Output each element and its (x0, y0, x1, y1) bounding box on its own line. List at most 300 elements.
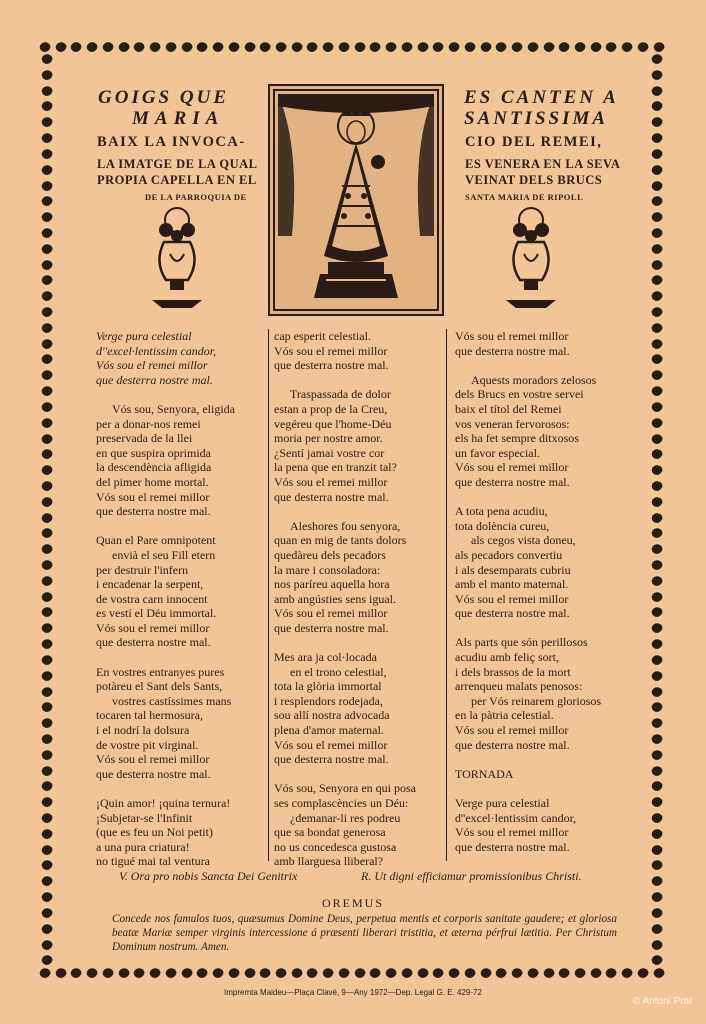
verse-line: Vós sou el remei millor (455, 723, 569, 738)
verse-line: que desterra nostre mal. (96, 504, 211, 519)
title-line-3-right: CIO DEL REMEI, (465, 134, 603, 150)
border-ornament (40, 416, 54, 430)
border-ornament (650, 764, 664, 778)
border-ornament (40, 463, 54, 477)
border-ornament (650, 748, 664, 762)
title-line-6-left: DE LA PARROQUIA DE (145, 192, 247, 202)
verse-line: ¡Subjetar-se l'Infinit (96, 810, 193, 825)
border-ornament (321, 966, 335, 980)
verse-line: que desterra nostre mal. (455, 606, 570, 621)
border-ornament (650, 843, 664, 857)
border-ornament (164, 40, 178, 54)
border-ornament (211, 966, 225, 980)
border-ornament (650, 242, 664, 256)
verse-line: Vós sou el remei millor (96, 752, 210, 767)
verse-line: envià el seu Fill etern (112, 547, 216, 562)
verse-line: que desterra nostre mal. (96, 372, 213, 387)
border-ornament (337, 966, 351, 980)
border-ornament (650, 194, 664, 208)
verse-line (455, 490, 601, 505)
border-ornament (650, 147, 664, 161)
border-ornament (40, 858, 54, 872)
border-ornament (180, 966, 194, 980)
verse-line: quedàreu dels pecadors (274, 547, 386, 562)
border-ornament (636, 40, 650, 54)
photo-credit: © Antoni Prat (632, 996, 692, 1007)
title-line-3-left: BAIX LA INVOCA- (97, 134, 246, 150)
border-ornament (431, 40, 445, 54)
verse-line: amb angústies sens igual. (274, 591, 396, 606)
border-ornament (40, 827, 54, 841)
border-ornament (650, 463, 664, 477)
verse-line: En vostres entranyes pures (96, 664, 225, 679)
verse-line: que desterra nostre mal. (455, 737, 570, 752)
border-ornament (85, 40, 99, 54)
verse-line: als pecadors convertiu (455, 547, 563, 562)
border-ornament (463, 966, 477, 980)
border-ornament (650, 795, 664, 809)
border-ornament (40, 400, 54, 414)
border-ornament (40, 748, 54, 762)
border-ornament (650, 115, 664, 129)
border-ornament (650, 52, 664, 66)
verse-line: tocaren tal hermosura, (96, 708, 203, 723)
border-ornament (368, 40, 382, 54)
border-ornament (650, 179, 664, 193)
verse-column-2 (274, 329, 416, 869)
title-line-2-right: SANTISSIMA (464, 108, 609, 129)
border-ornament (180, 40, 194, 54)
border-ornament (650, 384, 664, 398)
border-ornament (227, 40, 241, 54)
border-ornament (650, 542, 664, 556)
border-ornament (40, 542, 54, 556)
border-ornament (636, 966, 650, 980)
border-ornament (40, 273, 54, 287)
border-ornament (650, 511, 664, 525)
border-ornament (650, 479, 664, 493)
verse-line: que sa bondat generosa (274, 825, 386, 840)
verse-line: vostres castíssimes mans (112, 693, 232, 708)
verse-line: quan en mig de tants dolors (274, 533, 407, 548)
border-ornament (650, 590, 664, 604)
border-ornament (650, 273, 664, 287)
verse-line: Vós sou el remei millor (274, 606, 388, 621)
verse-line: Aquests moradors zelosos (471, 372, 597, 387)
verse-line: Vós sou el remei millor (455, 329, 569, 343)
border-ornament (526, 40, 540, 54)
border-ornament (40, 795, 54, 809)
border-ornament (650, 163, 664, 177)
border-ornament (353, 40, 367, 54)
border-ornament (604, 40, 618, 54)
title-line-4-right: ES VENERA EN LA SEVA (465, 157, 621, 171)
verse-line: per Vós reinarem gloriosos (471, 693, 602, 708)
border-ornament (54, 966, 68, 980)
border-ornament (40, 495, 54, 509)
border-ornament (306, 966, 320, 980)
border-ornament (652, 966, 666, 980)
verse-line (96, 519, 235, 534)
border-ornament (620, 966, 634, 980)
verse-line: arrenqueu malats penosos: (455, 679, 583, 694)
border-ornament (650, 779, 664, 793)
title-line-5-left: PROPIA CAPELLA EN EL (97, 173, 257, 187)
border-ornament (431, 966, 445, 980)
border-ornament (40, 605, 54, 619)
border-ornament (274, 40, 288, 54)
border-ornament (40, 115, 54, 129)
border-ornament (164, 966, 178, 980)
verse-line: Als parts que són perillosos (455, 635, 588, 650)
border-ornament (650, 669, 664, 683)
verse-line: i encadenar la serpent, (96, 577, 204, 592)
border-ornament (40, 811, 54, 825)
title-line-1-left: GOIGS QUE (98, 87, 229, 108)
verse-line: ¿demanar-li res podreu (290, 810, 401, 825)
border-ornament (243, 40, 257, 54)
border-ornament (40, 779, 54, 793)
border-ornament (353, 966, 367, 980)
border-ornament (650, 874, 664, 888)
border-ornament (650, 447, 664, 461)
border-ornament (650, 400, 664, 414)
border-ornament (384, 966, 398, 980)
verse-line: d''excel·lentissim candor, (455, 810, 577, 825)
border-ornament (650, 938, 664, 952)
verse-line: no tigué mai tal ventura (96, 854, 210, 869)
border-ornament (650, 637, 664, 651)
verse-line: baix el títol del Remei (455, 401, 562, 416)
verse-line: ¡Quin amor! ¡quina ternura! (96, 796, 231, 810)
verse-line: nos paríreu aquella hora (274, 577, 390, 592)
verse-line: A tota pena acudiu, (455, 504, 548, 519)
border-ornament (117, 40, 131, 54)
verse-line: Vós sou, Senyora, eligida (112, 401, 235, 416)
oremus-heading: OREMUS (321, 896, 384, 910)
border-ornament (40, 305, 54, 319)
verse-line: tota la glòria immortal (274, 679, 382, 694)
versicle: V. Ora pro nobis Sancta Dei Genitrix (119, 869, 298, 883)
border-ornament (40, 479, 54, 493)
verse-line: acudiu amb feliç sort, (455, 650, 559, 665)
border-ornament (494, 40, 508, 54)
verse-line: es vestí el Déu immortal. (96, 606, 217, 621)
verse-line: un favor especial. (455, 445, 540, 460)
verse-line: i el nodrí la dolsura (96, 723, 190, 738)
verse-line: Vós sou el remei millor (96, 620, 210, 635)
verse-line: Mes ara ja col·locada (274, 650, 377, 665)
border-ornament (40, 337, 54, 351)
verse-line (455, 358, 601, 373)
verse-line: amb llarguesa lliberal? (274, 854, 384, 869)
verse-line: que desterra nostre mal. (455, 839, 570, 854)
verse-line: Aleshores fou senyora, (290, 518, 401, 533)
verse-column-1 (96, 329, 235, 869)
verse-line: que desterra nostre mal. (96, 766, 211, 781)
border-ornament (227, 966, 241, 980)
verse-line: que desterra nostre mal. (455, 343, 570, 358)
border-ornament (650, 811, 664, 825)
border-ornament (589, 966, 603, 980)
verse-line: potàreu el Sant dels Sants, (96, 679, 223, 694)
border-ornament (40, 669, 54, 683)
border-ornament (40, 352, 54, 366)
border-ornament (510, 40, 524, 54)
verse-line: que desterra nostre mal. (96, 635, 211, 650)
verse-line: i als desemparats cubriu (455, 562, 571, 577)
title-line-2-left: MARIA (132, 108, 225, 129)
verse-line: del pimer home mortal. (96, 474, 209, 489)
border-ornament (40, 653, 54, 667)
verse-line (96, 781, 235, 796)
border-ornament (650, 558, 664, 572)
verse-line: Vós sou, Senyora en qui posa (274, 781, 416, 796)
border-ornament (40, 84, 54, 98)
verse-line (455, 781, 601, 796)
border-ornament (70, 966, 84, 980)
verse-line: Vós sou el remei millor (274, 474, 388, 489)
border-ornament (40, 953, 54, 967)
border-ornament (148, 40, 162, 54)
border-ornament (290, 40, 304, 54)
border-ornament (479, 966, 493, 980)
verse-line: la descendència afligida (96, 460, 212, 475)
verse-line: la mare i consoladora: (274, 562, 381, 577)
verse-line: sou allí nostra advocada (274, 708, 390, 723)
verse-line: que desterra nostre mal. (274, 358, 389, 373)
border-ornament (40, 685, 54, 699)
border-ornament (650, 131, 664, 145)
verse-line (274, 767, 416, 782)
border-ornament (400, 966, 414, 980)
verse-line: que desterra nostre mal. (455, 474, 570, 489)
column-divider-1 (268, 329, 269, 861)
border-ornament (306, 40, 320, 54)
border-ornament (101, 40, 115, 54)
verse-line: per a donar-nos remei (96, 416, 201, 431)
border-ornament (258, 966, 272, 980)
border-ornament (290, 966, 304, 980)
verse-line: Vós sou el remei millor (274, 737, 388, 752)
border-ornament (40, 526, 54, 540)
border-ornament (40, 621, 54, 635)
flower-vase-left-image (146, 206, 208, 317)
verse-line: vos veneran fervorosos: (455, 416, 570, 431)
border-ornament (40, 874, 54, 888)
verse-line: ¿Sentí jamai vostre cor (274, 445, 385, 460)
border-ornament (400, 40, 414, 54)
border-ornament (368, 966, 382, 980)
border-ornament (38, 966, 52, 980)
border-ornament (650, 653, 664, 667)
verse-line: (que es feu un Noi petit) (96, 825, 213, 840)
border-ornament (40, 289, 54, 303)
border-ornament (40, 574, 54, 588)
border-ornament (650, 99, 664, 113)
verse-line (274, 373, 416, 388)
border-ornament (40, 68, 54, 82)
border-ornament (337, 40, 351, 54)
border-ornament (40, 163, 54, 177)
border-ornament (416, 40, 430, 54)
title-line-1-right: ES CANTEN A (464, 87, 619, 108)
border-ornament (650, 700, 664, 714)
verse-line: que desterra nostre mal. (274, 489, 389, 504)
border-ornament (542, 40, 556, 54)
border-ornament (40, 321, 54, 335)
border-ornament (40, 558, 54, 572)
verse-line: de vostre pit virginal. (96, 737, 199, 752)
border-ornament (243, 966, 257, 980)
border-ornament (557, 966, 571, 980)
border-ornament (650, 605, 664, 619)
border-ornament (132, 40, 146, 54)
border-ornament (526, 966, 540, 980)
verse-line: Vós sou el remei millor (96, 489, 210, 504)
border-ornament (620, 40, 634, 54)
border-ornament (384, 40, 398, 54)
border-ornament (650, 495, 664, 509)
verse-line: i resplendors rodejada, (274, 693, 383, 708)
border-ornament (650, 289, 664, 303)
border-ornament (195, 966, 209, 980)
border-ornament (447, 966, 461, 980)
border-ornament (650, 258, 664, 272)
border-ornament (40, 384, 54, 398)
virgin-woodcut-image (268, 84, 444, 316)
verse-line: Quan el Pare omnipotent (96, 533, 216, 548)
border-ornament (573, 40, 587, 54)
border-ornament (604, 966, 618, 980)
verse-line: no us concedesca gustosa (274, 839, 397, 854)
border-ornament (101, 966, 115, 980)
verse-line: cap esperit celestial. (274, 329, 371, 343)
border-ornament (650, 953, 664, 967)
verse-line: a una pura criatura! (96, 839, 190, 854)
border-ornament (650, 416, 664, 430)
verse-line (96, 650, 235, 665)
verse-line: Verge pura celestial (96, 329, 192, 343)
border-ornament (195, 40, 209, 54)
border-ornament (274, 966, 288, 980)
border-ornament (40, 52, 54, 66)
verse-line: Traspassada de dolor (290, 387, 391, 402)
border-ornament (650, 716, 664, 730)
border-ornament (650, 210, 664, 224)
border-ornament (650, 685, 664, 699)
verse-line: preservada de la llei (96, 431, 193, 446)
verse-line (274, 635, 416, 650)
border-ornament (650, 337, 664, 351)
border-ornament (494, 966, 508, 980)
border-ornament (40, 511, 54, 525)
border-ornament (40, 226, 54, 240)
border-ornament (40, 368, 54, 382)
verse-line: vegéreu que l'home-Déu (274, 416, 392, 431)
border-ornament (38, 40, 52, 54)
verse-line: els ha fet sempre ditxosos (455, 431, 579, 446)
border-ornament (40, 242, 54, 256)
verse-line (455, 621, 601, 636)
border-ornament (40, 99, 54, 113)
verse-line: que desterra nostre mal. (274, 620, 389, 635)
border-ornament (650, 368, 664, 382)
verse-line: de vostra carn innocent (96, 591, 208, 606)
title-line-6-right: SANTA MARIA DE RIPOLL (465, 192, 584, 202)
response: R. Ut digni efficiamur promissionibus Christi. (361, 869, 582, 883)
border-ornament (573, 966, 587, 980)
border-ornament (650, 84, 664, 98)
verse-line: Vós sou el remei millor (455, 825, 569, 840)
border-ornament (40, 432, 54, 446)
border-ornament (40, 843, 54, 857)
border-ornament (416, 966, 430, 980)
verse-line: tota dolència cureu, (455, 518, 550, 533)
border-ornament (650, 827, 664, 841)
border-ornament (40, 637, 54, 651)
verse-line: d''excel·lentissim candor, (96, 343, 217, 358)
verse-line: Verge pura celestial (455, 796, 550, 810)
border-ornament (40, 764, 54, 778)
border-ornament (40, 258, 54, 272)
verse-line: dels Brucs en vostre servei (455, 387, 584, 402)
verse-line: en la pàtria celestial. (455, 708, 554, 723)
verse-line: ses complascències un Déu: (274, 796, 409, 810)
verse-line: Vós sou el remei millor (455, 460, 569, 475)
border-ornament (650, 305, 664, 319)
title-line-4-left: LA IMATGE DE LA QUAL (97, 157, 258, 171)
verse-line: amb el manto maternal. (455, 577, 569, 592)
border-ornament (117, 966, 131, 980)
border-ornament (542, 966, 556, 980)
border-ornament (650, 526, 664, 540)
verse-line: moria per nostre amor. (274, 431, 383, 446)
border-ornament (258, 40, 272, 54)
column-divider-2 (446, 329, 447, 861)
verse-line (96, 387, 235, 402)
border-ornament (463, 40, 477, 54)
border-ornament (148, 966, 162, 980)
verse-line (455, 752, 601, 767)
verse-line: per destruir l'infern (96, 562, 189, 577)
border-ornament (40, 732, 54, 746)
border-ornament (132, 966, 146, 980)
border-ornament (650, 621, 664, 635)
verse-line: estan a prop de la Creu, (274, 401, 388, 416)
verse-line: i dels brassos de la mort (455, 664, 571, 679)
border-ornament (650, 922, 664, 936)
border-ornament (650, 858, 664, 872)
oremus-prayer: Concede nos famulos tuos, quæsumus Domine Deus, perpetua mentis et corporis sanitate gaudere; et gloriosa beatæ Mariæ semper virginis intercessione á præsenti liberari tristitia, et æterna pérfrui lætitia. Per Christum Dominum nostrum. Amen. (112, 913, 617, 953)
verse-column-3 (455, 329, 601, 854)
verse-line: TORNADA (455, 766, 514, 781)
border-ornament (70, 40, 84, 54)
border-ornament (589, 40, 603, 54)
border-ornament (54, 40, 68, 54)
title-line-5-right: VEINAT DELS BRUCS (465, 173, 603, 187)
verse-line: en que suspira oprimida (96, 445, 211, 460)
border-ornament (40, 922, 54, 936)
verse-line: plena d'amor maternal. (274, 723, 384, 738)
border-ornament (650, 574, 664, 588)
border-ornament (40, 179, 54, 193)
verse-line: Vós sou el remei millor (455, 591, 569, 606)
border-ornament (40, 700, 54, 714)
border-ornament (652, 40, 666, 54)
border-ornament (40, 131, 54, 145)
border-ornament (510, 966, 524, 980)
